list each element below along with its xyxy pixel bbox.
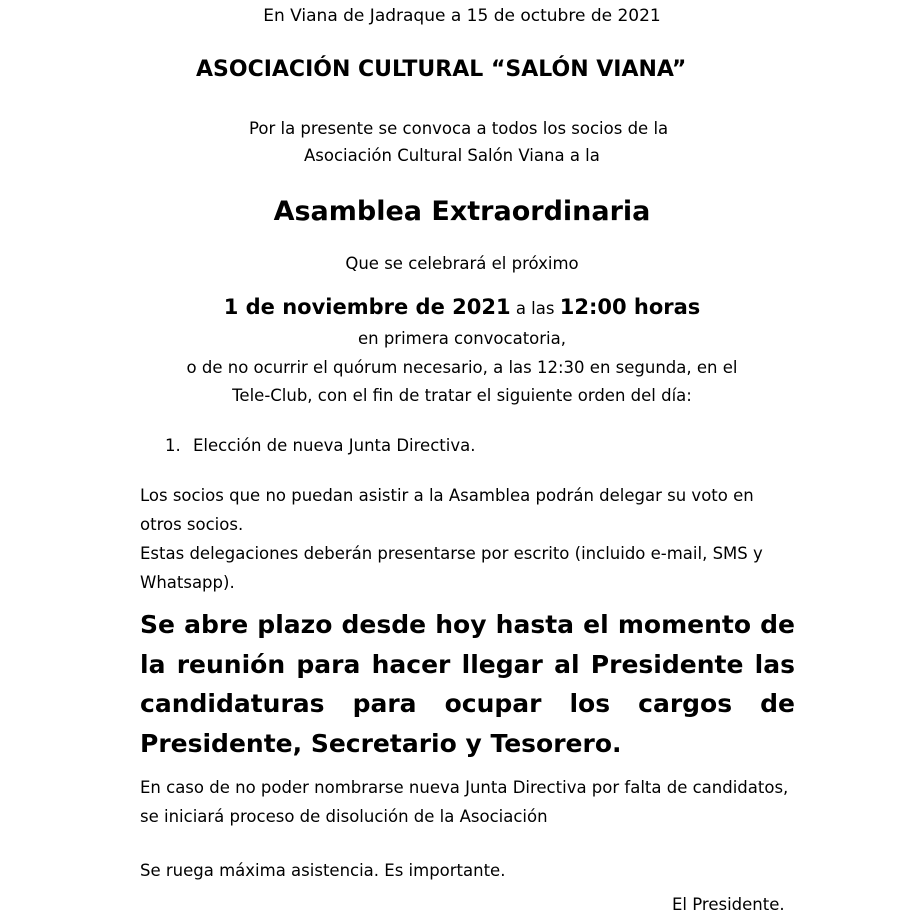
assembly-title: Asamblea Extraordinaria [273, 196, 651, 227]
delegation-paragraph: Los socios que no puedan asistir a la Asamblea podrán delegar su voto en otros socios. [140, 486, 754, 534]
dissolution-paragraph: En caso de no poder nombrarse nueva Junta Directiva por falta de candidatos, se iniciará proceso de disolución de la Asociación [140, 778, 789, 826]
meeting-datetime [0, 295, 924, 319]
delegation-format-paragraph: Estas delegaciones deberán presentarse por escrito (incluido e-mail, SMS y Whatsapp). [140, 544, 763, 592]
agenda-item-number: 1. [165, 436, 181, 455]
intro-line-2: Asociación Cultural Salón Viana a la [304, 146, 600, 165]
schedule-lead: Que se celebrará el próximo [345, 254, 579, 273]
signature: El Presidente. [672, 895, 785, 914]
agenda-item-text: Elección de nueva Junta Directiva. [193, 436, 476, 455]
meeting-connector: a las [510, 299, 560, 318]
convocation-line-1: en primera convocatoria, [357, 329, 566, 348]
meeting-time: 12:00 horas [559, 295, 701, 319]
convocation-line-2: o de no ocurrir el quórum necesario, a las 12:30 en segunda, en el [186, 358, 738, 377]
attendance-note: Se ruega máxima asistencia. Es importante. [140, 861, 506, 880]
intro-line-1: Por la presente se convoca a todos los socios de la [249, 119, 669, 138]
agenda-item [165, 436, 475, 455]
date-line: En Viana de Jadraque a 15 de octubre de 2021 [263, 6, 661, 26]
organization-title: ASOCIACIÓN CULTURAL “SALÓN VIANA” [196, 57, 687, 82]
convocation-line-3: Tele-Club, con el fin de tratar el siguiente orden del día: [232, 386, 692, 405]
candidacy-announcement: Se abre plazo desde hoy hasta el momento de la reunión para hacer llegar al Presidente las candidaturas para ocupar los cargos de Presidente, Secretario y Tesorero. [140, 610, 795, 758]
meeting-date: 1 de noviembre de 2021 [223, 295, 511, 319]
